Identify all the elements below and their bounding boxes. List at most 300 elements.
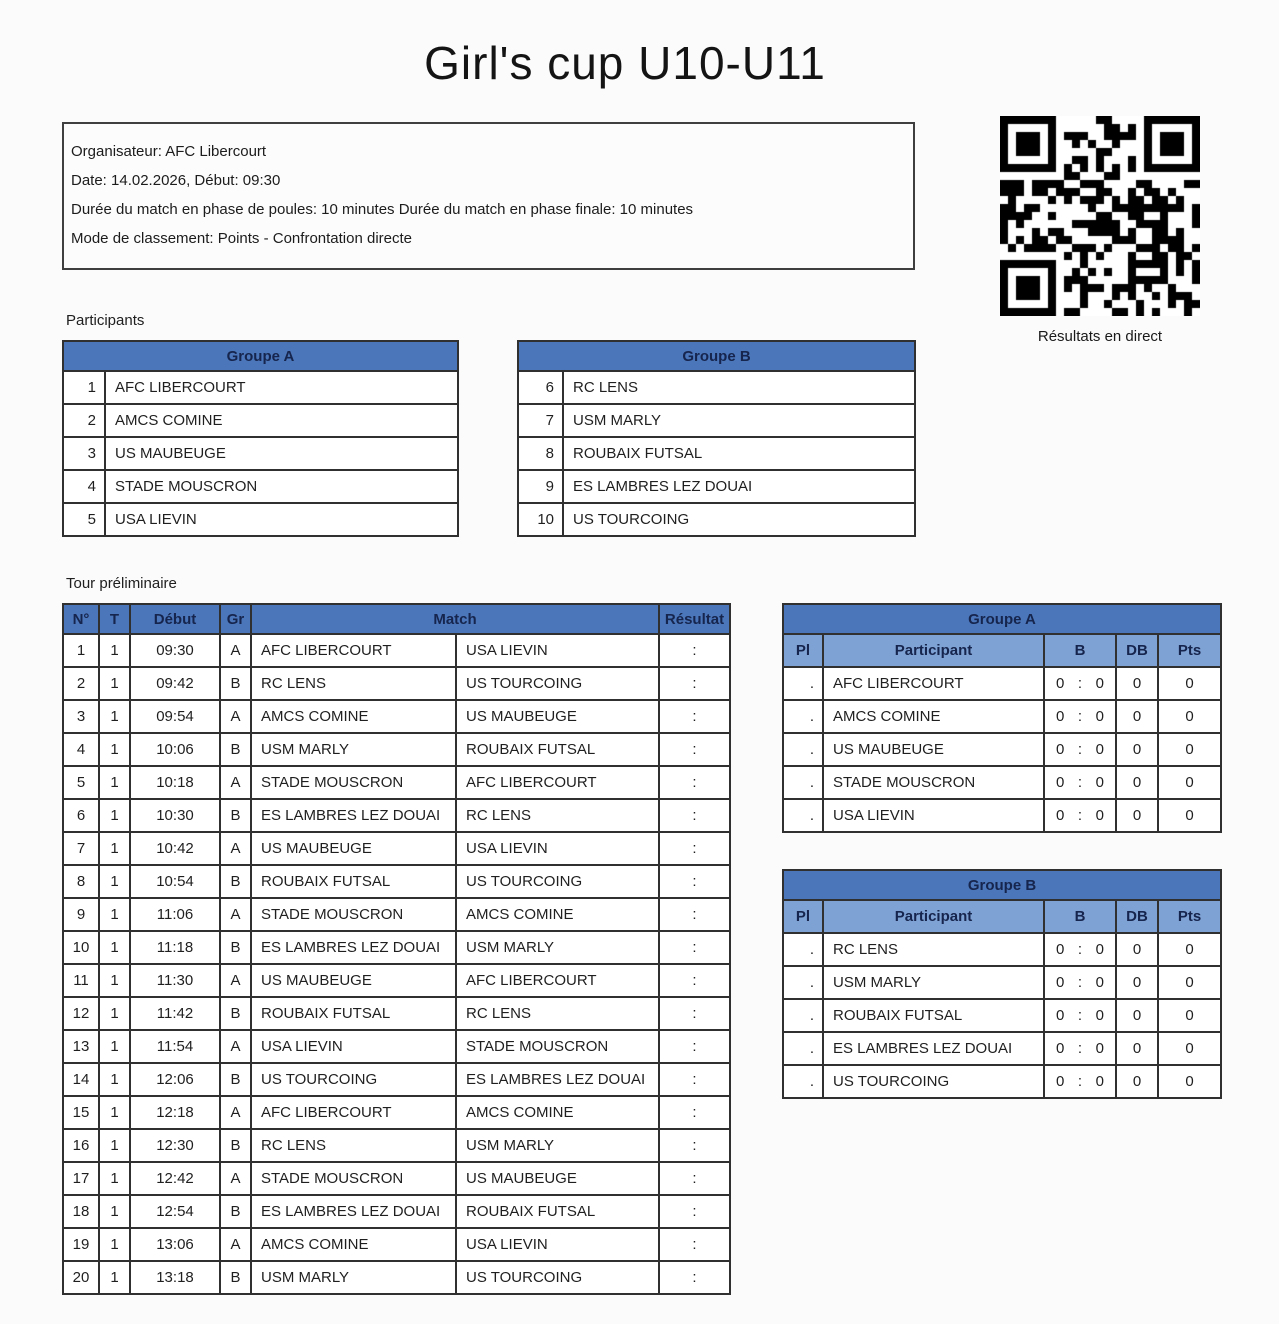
- match-home-team: STADE MOUSCRON: [251, 1162, 456, 1195]
- match-home-team: USM MARLY: [251, 733, 456, 766]
- standings-row: [783, 1065, 1221, 1098]
- standings-place: .: [783, 1065, 823, 1098]
- match-away-team: USA LIEVIN: [456, 634, 659, 667]
- match-away-team: US TOURCOING: [456, 667, 659, 700]
- info-line-ranking-mode: Mode de classement: Points - Confrontation directe: [71, 230, 413, 247]
- goals-against: 0: [1095, 774, 1104, 791]
- match-away-team: RC LENS: [456, 799, 659, 832]
- match-result: :: [659, 700, 730, 733]
- match-start-time: 09:54: [130, 700, 220, 733]
- participant-name: AFC LIBERCOURT: [105, 371, 458, 404]
- participant-row: [63, 470, 458, 503]
- col-header-goals: B: [1044, 634, 1116, 667]
- match-round: 1: [99, 832, 130, 865]
- match-round: 1: [99, 799, 130, 832]
- match-row: [63, 1096, 730, 1129]
- match-start-time: 10:30: [130, 799, 220, 832]
- match-round: 1: [99, 1195, 130, 1228]
- match-number: 17: [63, 1162, 99, 1195]
- match-schedule-table: [62, 603, 731, 1295]
- match-row: [63, 898, 730, 931]
- match-home-team: US MAUBEUGE: [251, 832, 456, 865]
- standings-points: 0: [1158, 766, 1221, 799]
- standings-place: .: [783, 667, 823, 700]
- match-round: 1: [99, 1030, 130, 1063]
- standings-goals: [1044, 700, 1116, 733]
- standings-place: .: [783, 733, 823, 766]
- standings-group-b-header: Groupe B: [783, 870, 1221, 900]
- participants-group-b-table: [517, 340, 916, 537]
- participant-name: AMCS COMINE: [105, 404, 458, 437]
- match-number: 19: [63, 1228, 99, 1261]
- match-group: A: [220, 634, 251, 667]
- match-group: B: [220, 1195, 251, 1228]
- standings-points: 0: [1158, 999, 1221, 1032]
- match-number: 14: [63, 1063, 99, 1096]
- match-group: A: [220, 1228, 251, 1261]
- match-start-time: 09:30: [130, 634, 220, 667]
- standings-row: [783, 966, 1221, 999]
- col-header-result: Résultat: [659, 604, 730, 634]
- match-home-team: USM MARLY: [251, 1261, 456, 1294]
- participant-number: 4: [63, 470, 105, 503]
- match-away-team: AFC LIBERCOURT: [456, 766, 659, 799]
- match-home-team: ES LAMBRES LEZ DOUAI: [251, 931, 456, 964]
- standings-team: US TOURCOING: [823, 1065, 1044, 1098]
- match-away-team: US MAUBEUGE: [456, 1162, 659, 1195]
- match-result: :: [659, 1261, 730, 1294]
- match-away-team: AFC LIBERCOURT: [456, 964, 659, 997]
- standings-points: 0: [1158, 667, 1221, 700]
- goals-for: 0: [1056, 974, 1065, 991]
- col-header-participant: Participant: [823, 900, 1044, 933]
- match-result: :: [659, 1195, 730, 1228]
- match-group: B: [220, 931, 251, 964]
- match-round: 1: [99, 964, 130, 997]
- match-number: 8: [63, 865, 99, 898]
- participant-number: 1: [63, 371, 105, 404]
- match-round: 1: [99, 1096, 130, 1129]
- participant-name: US MAUBEUGE: [105, 437, 458, 470]
- match-home-team: AFC LIBERCOURT: [251, 1096, 456, 1129]
- match-result: :: [659, 832, 730, 865]
- match-home-team: USA LIEVIN: [251, 1030, 456, 1063]
- match-home-team: ES LAMBRES LEZ DOUAI: [251, 1195, 456, 1228]
- participant-name: STADE MOUSCRON: [105, 470, 458, 503]
- match-round: 1: [99, 766, 130, 799]
- match-home-team: AMCS COMINE: [251, 700, 456, 733]
- info-line-organizer: Organisateur: AFC Libercourt: [71, 143, 267, 160]
- tournament-info-box: [62, 122, 915, 270]
- standings-goals: [1044, 966, 1116, 999]
- tour-section-label: Tour préliminaire: [66, 575, 177, 592]
- participant-row: [518, 470, 915, 503]
- col-header-start: Début: [130, 604, 220, 634]
- match-round: 1: [99, 667, 130, 700]
- goals-separator: :: [1077, 1073, 1083, 1090]
- qr-block: [993, 116, 1207, 345]
- standings-points: 0: [1158, 700, 1221, 733]
- standings-team: US MAUBEUGE: [823, 733, 1044, 766]
- participants-group-a-table: [62, 340, 459, 537]
- match-home-team: ROUBAIX FUTSAL: [251, 865, 456, 898]
- match-row: [63, 700, 730, 733]
- match-group: B: [220, 865, 251, 898]
- match-result: :: [659, 1129, 730, 1162]
- participant-number: 3: [63, 437, 105, 470]
- match-row: [63, 1162, 730, 1195]
- match-round: 1: [99, 1228, 130, 1261]
- standings-place: .: [783, 766, 823, 799]
- standings-row: [783, 667, 1221, 700]
- goals-for: 0: [1056, 774, 1065, 791]
- col-header-points: Pts: [1158, 900, 1221, 933]
- match-number: 6: [63, 799, 99, 832]
- standings-goals: [1044, 933, 1116, 966]
- match-group: A: [220, 1030, 251, 1063]
- participant-row: [518, 437, 915, 470]
- match-row: [63, 1228, 730, 1261]
- participant-row: [63, 371, 458, 404]
- standings-points: 0: [1158, 1032, 1221, 1065]
- match-row: [63, 832, 730, 865]
- match-row: [63, 667, 730, 700]
- goals-for: 0: [1056, 941, 1065, 958]
- match-group: A: [220, 832, 251, 865]
- match-group: B: [220, 667, 251, 700]
- standings-goals: [1044, 799, 1116, 832]
- standings-points: 0: [1158, 799, 1221, 832]
- match-result: :: [659, 634, 730, 667]
- standings-goals: [1044, 766, 1116, 799]
- match-away-team: AMCS COMINE: [456, 898, 659, 931]
- qr-caption: Résultats en direct: [1037, 328, 1163, 345]
- col-header-match: Match: [251, 604, 659, 634]
- match-away-team: RC LENS: [456, 997, 659, 1030]
- match-start-time: 12:54: [130, 1195, 220, 1228]
- standings-goal-diff: 0: [1116, 1032, 1158, 1065]
- match-number: 18: [63, 1195, 99, 1228]
- goals-against: 0: [1095, 741, 1104, 758]
- standings-place: .: [783, 933, 823, 966]
- qr-code-icon: [1000, 116, 1200, 316]
- goals-against: 0: [1095, 675, 1104, 692]
- match-round: 1: [99, 898, 130, 931]
- match-result: :: [659, 1162, 730, 1195]
- col-header-goal-diff: DB: [1116, 634, 1158, 667]
- participant-number: 8: [518, 437, 563, 470]
- match-number: 12: [63, 997, 99, 1030]
- match-away-team: US TOURCOING: [456, 1261, 659, 1294]
- match-number: 20: [63, 1261, 99, 1294]
- participant-row: [518, 503, 915, 536]
- match-group: A: [220, 964, 251, 997]
- standings-row: [783, 1032, 1221, 1065]
- goals-against: 0: [1095, 1040, 1104, 1057]
- standings-goal-diff: 0: [1116, 999, 1158, 1032]
- match-start-time: 12:18: [130, 1096, 220, 1129]
- match-round: 1: [99, 733, 130, 766]
- match-row: [63, 1195, 730, 1228]
- match-away-team: ROUBAIX FUTSAL: [456, 1195, 659, 1228]
- participant-name: ES LAMBRES LEZ DOUAI: [563, 470, 915, 503]
- match-start-time: 13:18: [130, 1261, 220, 1294]
- goals-separator: :: [1077, 675, 1083, 692]
- standings-row: [783, 700, 1221, 733]
- match-result: :: [659, 799, 730, 832]
- match-home-team: AMCS COMINE: [251, 1228, 456, 1261]
- standings-row: [783, 933, 1221, 966]
- match-result: :: [659, 865, 730, 898]
- standings-team: USM MARLY: [823, 966, 1044, 999]
- standings-row: [783, 733, 1221, 766]
- match-result: :: [659, 1096, 730, 1129]
- info-line-duration: Durée du match en phase de poules: 10 minutes Durée du match en phase finale: 10 minutes: [71, 201, 694, 218]
- match-start-time: 11:54: [130, 1030, 220, 1063]
- match-start-time: 10:42: [130, 832, 220, 865]
- group-a-header: Groupe A: [63, 341, 458, 371]
- standings-place: .: [783, 999, 823, 1032]
- match-away-team: USA LIEVIN: [456, 1228, 659, 1261]
- standings-place: .: [783, 700, 823, 733]
- info-line-date: Date: 14.02.2026, Début: 09:30: [71, 172, 281, 189]
- match-away-team: US TOURCOING: [456, 865, 659, 898]
- match-row: [63, 733, 730, 766]
- match-away-team: ROUBAIX FUTSAL: [456, 733, 659, 766]
- match-number: 3: [63, 700, 99, 733]
- participant-row: [518, 371, 915, 404]
- standings-goals: [1044, 667, 1116, 700]
- participant-number: 9: [518, 470, 563, 503]
- match-row: [63, 964, 730, 997]
- match-result: :: [659, 733, 730, 766]
- match-number: 1: [63, 634, 99, 667]
- match-result: :: [659, 1030, 730, 1063]
- match-start-time: 10:18: [130, 766, 220, 799]
- goals-for: 0: [1056, 1040, 1065, 1057]
- standings-points: 0: [1158, 966, 1221, 999]
- participant-number: 6: [518, 371, 563, 404]
- match-away-team: STADE MOUSCRON: [456, 1030, 659, 1063]
- standings-team: USA LIEVIN: [823, 799, 1044, 832]
- goals-for: 0: [1056, 807, 1065, 824]
- match-home-team: RC LENS: [251, 1129, 456, 1162]
- standings-team: ROUBAIX FUTSAL: [823, 999, 1044, 1032]
- match-home-team: AFC LIBERCOURT: [251, 634, 456, 667]
- match-number: 7: [63, 832, 99, 865]
- match-result: :: [659, 997, 730, 1030]
- match-number: 10: [63, 931, 99, 964]
- col-header-place: Pl: [783, 900, 823, 933]
- match-start-time: 11:06: [130, 898, 220, 931]
- match-round: 1: [99, 634, 130, 667]
- participant-name: RC LENS: [563, 371, 915, 404]
- match-group: B: [220, 1261, 251, 1294]
- standings-goals: [1044, 733, 1116, 766]
- match-home-team: ROUBAIX FUTSAL: [251, 997, 456, 1030]
- col-header-goals: B: [1044, 900, 1116, 933]
- match-group: B: [220, 1129, 251, 1162]
- standings-goals: [1044, 1032, 1116, 1065]
- match-row: [63, 1063, 730, 1096]
- col-header-group: Gr: [220, 604, 251, 634]
- match-start-time: 09:42: [130, 667, 220, 700]
- match-start-time: 10:54: [130, 865, 220, 898]
- participant-row: [63, 437, 458, 470]
- goals-against: 0: [1095, 941, 1104, 958]
- participant-row: [518, 404, 915, 437]
- standings-team: AMCS COMINE: [823, 700, 1044, 733]
- standings-goal-diff: 0: [1116, 667, 1158, 700]
- goals-against: 0: [1095, 1007, 1104, 1024]
- standings-goals: [1044, 999, 1116, 1032]
- goals-separator: :: [1077, 941, 1083, 958]
- match-result: :: [659, 898, 730, 931]
- standings-goal-diff: 0: [1116, 933, 1158, 966]
- match-home-team: RC LENS: [251, 667, 456, 700]
- standings-group-b-table: [782, 869, 1222, 1099]
- group-b-header: Groupe B: [518, 341, 915, 371]
- match-start-time: 10:06: [130, 733, 220, 766]
- goals-for: 0: [1056, 675, 1065, 692]
- standings-goals: [1044, 1065, 1116, 1098]
- standings-row: [783, 766, 1221, 799]
- match-result: :: [659, 964, 730, 997]
- match-number: 11: [63, 964, 99, 997]
- match-group: A: [220, 766, 251, 799]
- match-away-team: USA LIEVIN: [456, 832, 659, 865]
- match-row: [63, 865, 730, 898]
- goals-separator: :: [1077, 741, 1083, 758]
- match-row: [63, 766, 730, 799]
- goals-for: 0: [1056, 1007, 1065, 1024]
- match-row: [63, 799, 730, 832]
- match-result: :: [659, 667, 730, 700]
- col-header-round: T: [99, 604, 130, 634]
- match-start-time: 12:42: [130, 1162, 220, 1195]
- participant-name: USM MARLY: [563, 404, 915, 437]
- match-group: B: [220, 799, 251, 832]
- participant-name: USA LIEVIN: [105, 503, 458, 536]
- standings-team: ES LAMBRES LEZ DOUAI: [823, 1032, 1044, 1065]
- match-away-team: US MAUBEUGE: [456, 700, 659, 733]
- goals-for: 0: [1056, 741, 1065, 758]
- match-start-time: 12:06: [130, 1063, 220, 1096]
- match-round: 1: [99, 1162, 130, 1195]
- goals-against: 0: [1095, 974, 1104, 991]
- match-round: 1: [99, 931, 130, 964]
- participant-number: 2: [63, 404, 105, 437]
- goals-separator: :: [1077, 807, 1083, 824]
- goals-against: 0: [1095, 708, 1104, 725]
- col-header-participant: Participant: [823, 634, 1044, 667]
- match-round: 1: [99, 1129, 130, 1162]
- match-home-team: US MAUBEUGE: [251, 964, 456, 997]
- col-header-place: Pl: [783, 634, 823, 667]
- goals-separator: :: [1077, 1040, 1083, 1057]
- standings-place: .: [783, 1032, 823, 1065]
- match-group: A: [220, 898, 251, 931]
- standings-goal-diff: 0: [1116, 1065, 1158, 1098]
- match-result: :: [659, 1228, 730, 1261]
- standings-goal-diff: 0: [1116, 733, 1158, 766]
- match-number: 4: [63, 733, 99, 766]
- col-header-points: Pts: [1158, 634, 1221, 667]
- match-number: 2: [63, 667, 99, 700]
- match-start-time: 11:18: [130, 931, 220, 964]
- match-row: [63, 1030, 730, 1063]
- match-group: B: [220, 997, 251, 1030]
- standings-row: [783, 799, 1221, 832]
- match-round: 1: [99, 865, 130, 898]
- match-row: [63, 1129, 730, 1162]
- match-group: A: [220, 700, 251, 733]
- match-row: [63, 931, 730, 964]
- match-round: 1: [99, 700, 130, 733]
- participant-number: 10: [518, 503, 563, 536]
- match-group: A: [220, 1162, 251, 1195]
- standings-goal-diff: 0: [1116, 966, 1158, 999]
- match-number: 9: [63, 898, 99, 931]
- standings-team: AFC LIBERCOURT: [823, 667, 1044, 700]
- goals-separator: :: [1077, 1007, 1083, 1024]
- match-away-team: USM MARLY: [456, 931, 659, 964]
- match-number: 15: [63, 1096, 99, 1129]
- match-row: [63, 997, 730, 1030]
- match-round: 1: [99, 997, 130, 1030]
- match-result: :: [659, 766, 730, 799]
- match-number: 5: [63, 766, 99, 799]
- match-round: 1: [99, 1261, 130, 1294]
- goals-separator: :: [1077, 974, 1083, 991]
- match-start-time: 11:30: [130, 964, 220, 997]
- page-title: Girl's cup U10-U11: [424, 37, 826, 89]
- goals-for: 0: [1056, 708, 1065, 725]
- standings-points: 0: [1158, 933, 1221, 966]
- participant-number: 5: [63, 503, 105, 536]
- standings-points: 0: [1158, 733, 1221, 766]
- match-away-team: USM MARLY: [456, 1129, 659, 1162]
- col-header-goal-diff: DB: [1116, 900, 1158, 933]
- standings-group-a-table: [782, 603, 1222, 833]
- match-group: B: [220, 733, 251, 766]
- participant-row: [63, 404, 458, 437]
- standings-place: .: [783, 799, 823, 832]
- match-start-time: 11:42: [130, 997, 220, 1030]
- standings-team: RC LENS: [823, 933, 1044, 966]
- match-home-team: US TOURCOING: [251, 1063, 456, 1096]
- goals-against: 0: [1095, 1073, 1104, 1090]
- participant-row: [63, 503, 458, 536]
- match-away-team: AMCS COMINE: [456, 1096, 659, 1129]
- goals-separator: :: [1077, 774, 1083, 791]
- participant-name: US TOURCOING: [563, 503, 915, 536]
- match-group: B: [220, 1063, 251, 1096]
- standings-team: STADE MOUSCRON: [823, 766, 1044, 799]
- goals-separator: :: [1077, 708, 1083, 725]
- participant-number: 7: [518, 404, 563, 437]
- goals-for: 0: [1056, 1073, 1065, 1090]
- standings-goal-diff: 0: [1116, 700, 1158, 733]
- standings-group-a-header: Groupe A: [783, 604, 1221, 634]
- match-group: A: [220, 1096, 251, 1129]
- match-home-team: STADE MOUSCRON: [251, 898, 456, 931]
- standings-goal-diff: 0: [1116, 799, 1158, 832]
- goals-against: 0: [1095, 807, 1104, 824]
- match-start-time: 13:06: [130, 1228, 220, 1261]
- participant-name: ROUBAIX FUTSAL: [563, 437, 915, 470]
- match-number: 13: [63, 1030, 99, 1063]
